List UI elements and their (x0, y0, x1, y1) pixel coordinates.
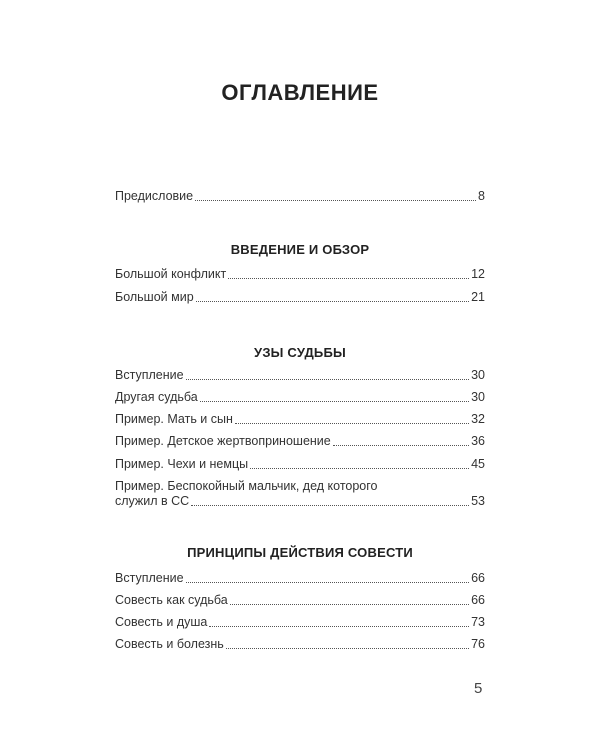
section-heading: ВВЕДЕНИЕ И ОБЗОР (230, 242, 370, 257)
toc-entry-page: 76 (471, 637, 485, 651)
toc-entry-label: Предисловие (115, 189, 194, 203)
toc-leader-dots (186, 581, 470, 583)
toc-leader-dots (195, 199, 476, 201)
toc-entry-label: Пример. Чехи и немцы (115, 457, 249, 471)
toc-entry-label: Совесть как судьба (115, 593, 228, 607)
toc-entry[interactable] (115, 637, 485, 652)
section-heading: ПРИНЦИПЫ ДЕЙСТВИЯ СОВЕСТИ (187, 545, 413, 560)
toc-entry-row (115, 494, 485, 509)
toc-entry-label: Вступление (115, 571, 184, 585)
toc-entry-label: Пример. Мать и сын (115, 412, 233, 426)
toc-entry-label: Вступление (115, 368, 184, 382)
toc-leader-dots (226, 647, 469, 649)
toc-entry[interactable] (115, 267, 485, 282)
toc-entry[interactable] (115, 457, 485, 472)
toc-entry-page: 53 (471, 494, 485, 508)
toc-entry[interactable] (115, 434, 485, 449)
toc-entry[interactable] (115, 390, 485, 405)
toc-entry[interactable] (115, 412, 485, 427)
toc-entry-label: Совесть и болезнь (115, 637, 224, 651)
toc-leader-dots (228, 277, 469, 279)
toc-entry-page: 66 (471, 593, 485, 607)
toc-leader-dots (196, 300, 469, 302)
toc-entry-multiline[interactable] (115, 479, 485, 509)
toc-entry-page: 36 (471, 434, 485, 448)
toc-entry-page: 30 (471, 368, 485, 382)
toc-entry-label-line2: служил в СС (115, 494, 190, 508)
toc-entry-page: 12 (471, 267, 485, 281)
toc-entry-page: 21 (471, 290, 485, 304)
toc-entry-label: Большой конфликт (115, 267, 227, 281)
toc-entry-label: Большой мир (115, 290, 194, 304)
toc-entry-page: 73 (471, 615, 485, 629)
toc-entry[interactable] (115, 593, 485, 608)
toc-entry-page: 8 (478, 189, 485, 203)
toc-leader-dots (200, 400, 469, 402)
section-heading: УЗЫ СУДЬБЫ (254, 345, 346, 360)
toc-entry-label-line1: Пример. Беспокойный мальчик, дед которого (115, 479, 378, 493)
toc-entry-label: Совесть и душа (115, 615, 208, 629)
page-title: ОГЛАВЛЕНИЕ (221, 80, 379, 105)
toc-entry[interactable] (115, 290, 485, 305)
toc-leader-dots (191, 504, 469, 506)
toc-entry[interactable] (115, 571, 485, 586)
toc-entry-label: Другая судьба (115, 390, 198, 404)
toc-entry-preface[interactable] (115, 189, 485, 204)
toc-leader-dots (186, 378, 470, 380)
toc-entry-page: 30 (471, 390, 485, 404)
toc-leader-dots (235, 422, 469, 424)
toc-entry[interactable] (115, 615, 485, 630)
toc-entry-page: 32 (471, 412, 485, 426)
toc-entry[interactable] (115, 368, 485, 383)
toc-leader-dots (230, 603, 469, 605)
toc-leader-dots (209, 625, 469, 627)
toc-leader-dots (250, 467, 469, 469)
page-number: 5 (474, 680, 483, 697)
toc-entry-page: 45 (471, 457, 485, 471)
toc-entry-page: 66 (471, 571, 485, 585)
toc-entry-label: Пример. Детское жертвоприношение (115, 434, 331, 448)
toc-leader-dots (333, 444, 469, 446)
